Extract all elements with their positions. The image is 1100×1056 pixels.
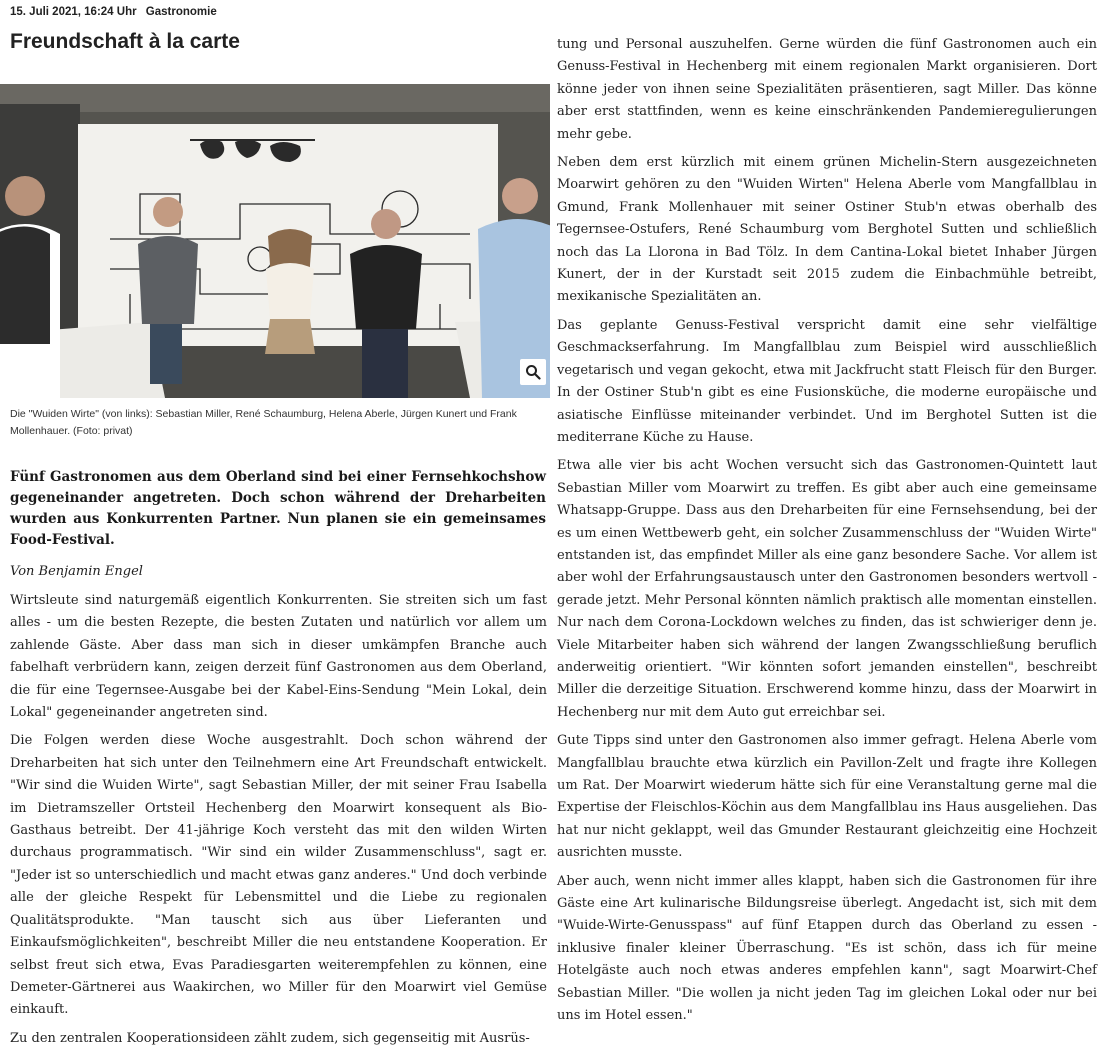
paragraph: Aber auch, wenn nicht immer alles klappt, haben sich die Gastronomen für ihre Gäste eine Art kulinarische Bildungsreise überlegt. Angedacht ist, sich mit dem "Wuide-Wirte-Genusspass" auf fünf Etappen durch das Oberland zu essen - inklusive finaler kleiner Überraschung. "Es ist schön, dass ich für meine Hotelgäste auch noch etwas anderes empfehlen kann", sagt Moarwirt-Chef Sebastian Miller. "Die wollen ja nicht jeden Tag im gleichen Lokal oder nur bei uns im Hotel essen." — [557, 873, 1097, 1024]
author-byline: Von Benjamin Engel — [10, 564, 143, 579]
paragraph: Etwa alle vier bis acht Wochen versucht sich das Gastronomen-Quintett laut Sebastian Miller vom Moarwirt zu treffen. Es gibt aber auch eine gemeinsame Whatsapp-Gruppe. Dass aus den Dreharbeiten für eine Fernsehsendung, bei der es um einen Wettbewerb geht, ein solcher Zusammenschluss der "Wuiden Wirte" entstanden ist, das empfindet Miller als eine ganz besondere Sache. Vor allem ist aber wohl der Erfahrungsaustausch unter den Gastronomen besonders wertvoll - gerade jetzt. Mehr Personal könnten nämlich praktisch alle momentan einstellen. Nur nach dem Corona-Lockdown welches zu finden, das ist schwieriger denn je. Viele Mitarbeiter haben sich während der langen Zwangsschließung beruflich anderweitig orientiert. "Wir könnten sofort jemanden einstellen", beschreibt Miller die derzeitige Situation. Erschwerend komme hinzu, dass der Moarwirt in Hechenberg nur mit dem Auto gut erreichbar sei. — [557, 458, 1097, 720]
timestamp: 15. Juli 2021, 16:24 Uhr — [10, 6, 137, 18]
category-link[interactable]: Gastronomie — [145, 6, 217, 18]
paragraph: Wirtsleute sind naturgemäß eigentlich Konkurrenten. Sie streiten sich um fast alles - um die besten Rezepte, die besten Zutaten und natürlich vor allem um zahlende Gäste. Aber dass man sich in dieser umkämpfen Branche auch fabelhaft verbrüdern kann, zeigen derzeit fünf Gastronomen aus dem Oberland, die für eine Tegernsee-Ausgabe bei der Kabel-Eins-Sendung "Mein Lokal, dein Lokal" gegeneinander angetreten sind. — [10, 593, 547, 721]
magnifier-icon — [525, 364, 541, 380]
article-lead: Fünf Gastronomen aus dem Oberland sind bei einer Fernsehkochshow gegeneinander angetreten. Doch schon während der Dreharbeiten wurden aus Konkurrenten Partner. Nun planen sie ein gemeinsames Food-Festival. — [10, 469, 546, 548]
photo-caption: Die "Wuiden Wirte" (von links): Sebastian Miller, René Schaumburg, Helena Aberle, Jürgen Kunert und Frank Mollenhauer. (Foto: privat) — [10, 408, 517, 437]
paragraph: Zu den zentralen Kooperationsideen zählt zudem, sich gegenseitig mit Ausrüs- — [10, 1030, 530, 1046]
paragraph: Das geplante Genuss-Festival verspricht damit eine sehr vielfältige Geschmackserfahrung. Im Mangfallblau zum Beispiel wird ausschließlich vegetarisch und vegan gekocht, etwa mit Jackfrucht statt Fleisch für den Burger. In der Ostiner Stub'n gibt es eine Fusionsküche, die moderne europäische und asiatische Einflüsse miteinander verbindet. Und im Berghotel Sutten ist die mediterrane Küche zu Hause. — [557, 317, 1097, 445]
article-photo[interactable] — [0, 84, 550, 398]
article-title: Freundschaft à la carte — [10, 30, 240, 53]
paragraph: Die Folgen werden diese Woche ausgestrahlt. Doch schon während der Dreharbeiten hat sich unter den Teilnehmern eine Art Freundschaft entwickelt. "Wir sind die Wuiden Wirte", sagt Sebastian Miller, der mit seiner Frau Isabella im Dietramszeller Ortsteil Hechenberg den Moarwirt konsequent als Bio-Gasthaus betreibt. Der 41-jährige Koch versteht das mit den wilden Wirten durchaus programmatisch. "Wir sind ein wilder Zusammenschluss", sagt er. "Jeder ist so unterschiedlich und macht etwas ganz anderes." Und doch verbinde alle der gleiche Respekt für Lebensmittel und die Liebe zu regionalen Qualitätsprodukte. "Man tauscht sich aus über Lieferanten und Einkaufsmöglichkeiten", beschreibt Miller die neu entstandene Kooperation. Er selbst freut sich etwa, Evas Paradiesgarten weiterempfehlen zu können, eine Demeter-Gärtnerei aus Waakirchen, wo Miller für den Moarwirt viel Gemüse einkauft. — [10, 733, 547, 1018]
paragraph: Neben dem erst kürzlich mit einem grünen Michelin-Stern ausgezeichneten Moarwirt gehören zu den "Wuiden Wirten" Helena Aberle vom Mangfallblau in Gmund, Frank Mollenhauer mit seiner Ostiner Stub'n etwas oberhalb des Tegernsee-Ostufers, René Schaumburg vom Berghotel Sutten und schließlich noch das La Llorona in Bad Tölz. In dem Cantina-Lokal bietet Inhaber Jürgen Kunert, der in der Kurstadt seit 2015 zudem die Einbachmühle betreibt, mexikanische Spezialitäten an. — [557, 155, 1097, 305]
article-meta — [10, 6, 217, 18]
article-body-column-1 — [10, 590, 547, 1056]
paragraph: Gute Tipps sind unter den Gastronomen also immer gefragt. Helena Aberle vom Mangfallblau brauchte etwa kürzlich ein Pavillon-Zelt und fragte ihre Kollegen um Rat. Der Moarwirt wiederum hätte sich für eine Veranstaltung gerne mal die Expertise der Fleischlos-Köchin aus dem Mangfallblau ins Haus ausgeliehen. Das hat nur nicht geklappt, weil das Gmunder Restaurant gleichzeitig eine Hochzeit ausrichten musste. — [557, 733, 1097, 861]
article-body-column-2 — [557, 34, 1097, 1033]
zoom-button[interactable] — [520, 359, 546, 385]
paragraph: tung und Personal auszuhelfen. Gerne würden die fünf Gastronomen auch ein Genuss-Festival in Hechenberg mit einem regionalen Markt organisieren. Dort könne jeder von ihnen seine Spezialitäten präsentieren, sagt Miller. Das könne aber erst stattfinden, wenn es keine einschränkenden Pandemieregulierungen mehr gebe. — [557, 37, 1097, 142]
